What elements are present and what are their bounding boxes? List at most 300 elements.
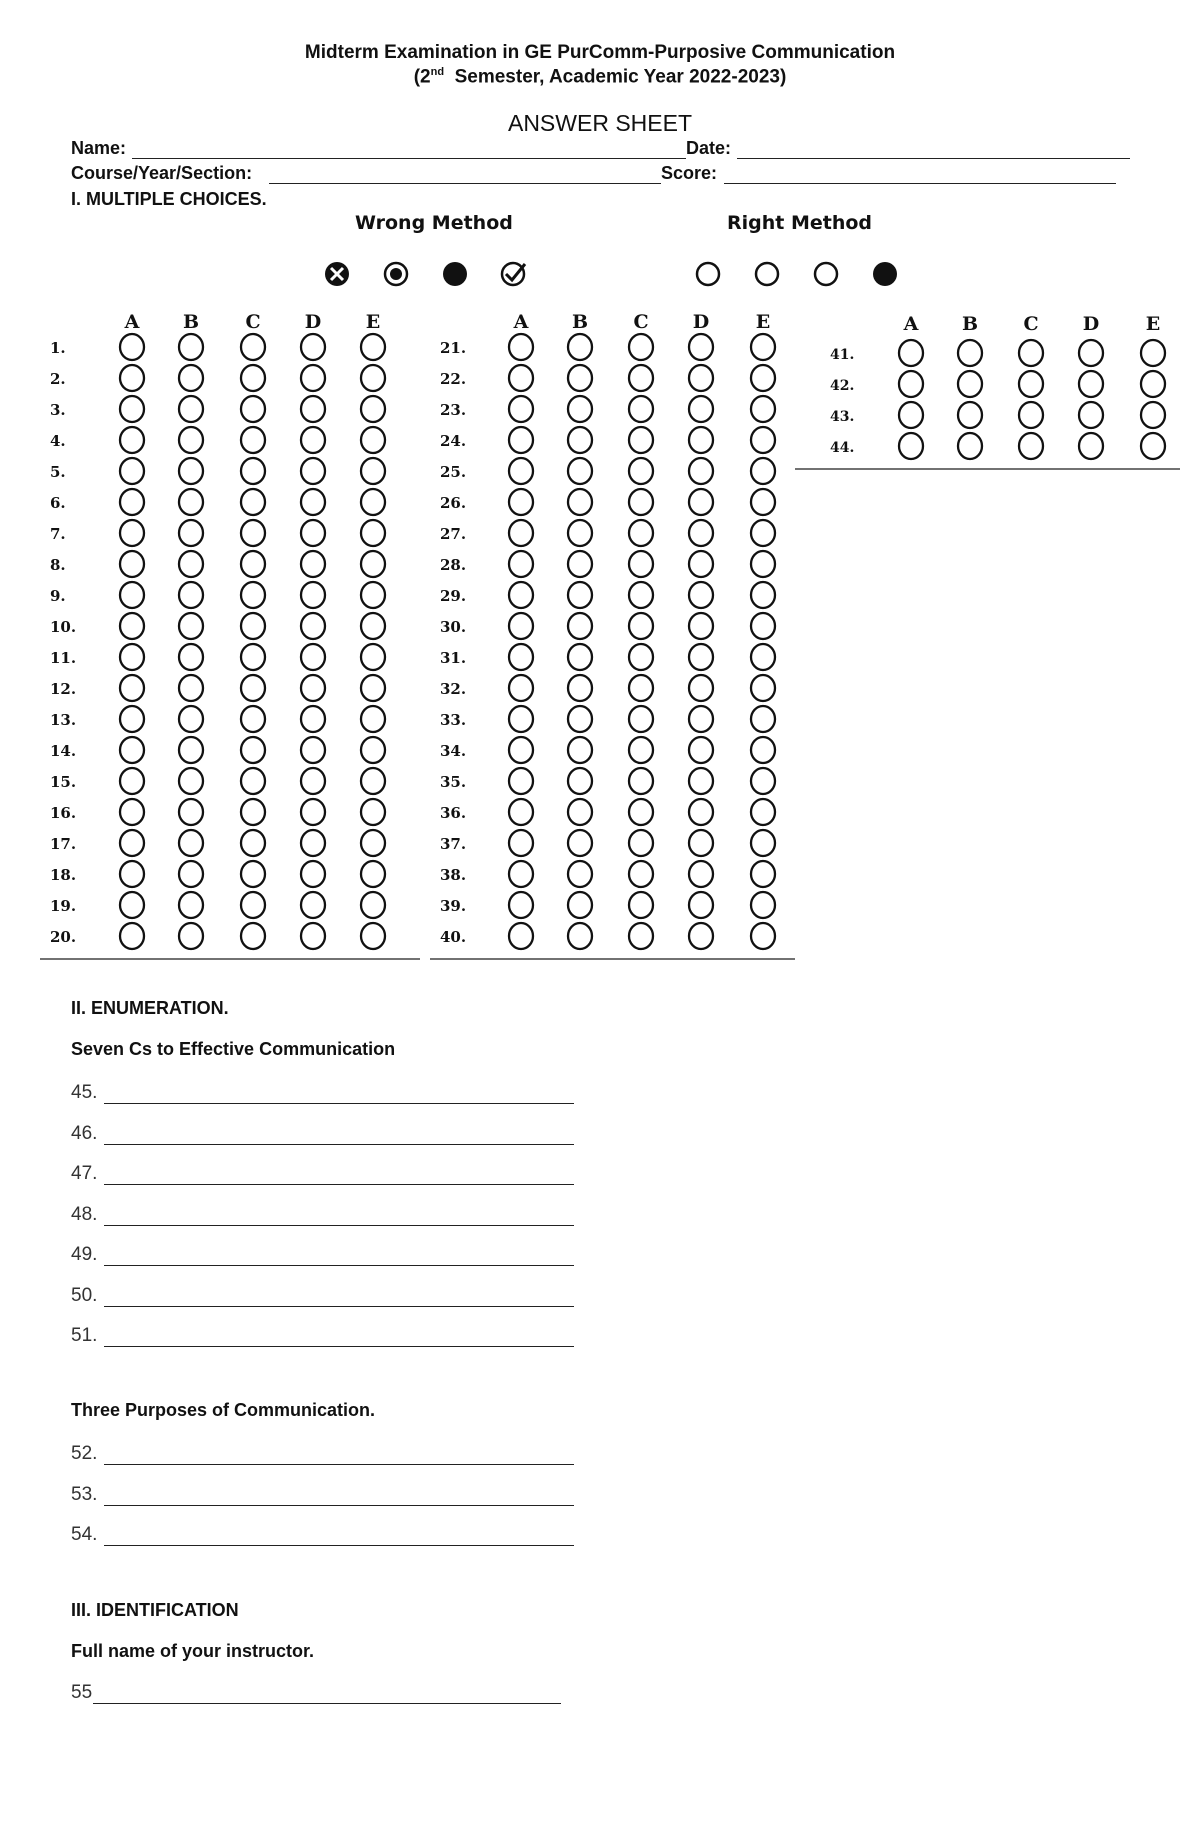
question-number: 43. xyxy=(830,409,855,425)
answer-bubble-34-c[interactable] xyxy=(629,737,653,763)
answer-bubble-12-b[interactable] xyxy=(179,675,203,701)
answer-bubble-25-d[interactable] xyxy=(689,458,713,484)
answer-bubble-36-a[interactable] xyxy=(509,799,533,825)
answer-bubble-37-d[interactable] xyxy=(689,830,713,856)
question-number: 33. xyxy=(440,711,467,729)
answer-bubble-9-a[interactable] xyxy=(120,582,144,608)
answer-bubble-19-d[interactable] xyxy=(301,892,325,918)
answer-bubble-10-a[interactable] xyxy=(120,613,144,639)
answer-bubble-7-a[interactable] xyxy=(120,520,144,546)
answer-bubble-6-d[interactable] xyxy=(301,489,325,515)
enumeration-answer-line[interactable] xyxy=(104,1265,574,1266)
answer-bubble-4-e[interactable] xyxy=(361,427,385,453)
answer-bubble-38-a[interactable] xyxy=(509,861,533,887)
question-number: 1. xyxy=(50,339,66,357)
answer-bubble-23-d[interactable] xyxy=(689,396,713,422)
answer-bubble-12-a[interactable] xyxy=(120,675,144,701)
question-number: 34. xyxy=(440,742,467,760)
answer-bubble-9-d[interactable] xyxy=(301,582,325,608)
answer-bubble-15-c[interactable] xyxy=(241,768,265,794)
enumeration-answer-line[interactable] xyxy=(104,1225,574,1226)
answer-bubble-43-e[interactable] xyxy=(1141,402,1165,428)
question-number: 42. xyxy=(830,378,855,394)
answer-bubble-18-a[interactable] xyxy=(120,861,144,887)
answer-bubble-11-e[interactable] xyxy=(361,644,385,670)
answer-bubble-42-b[interactable] xyxy=(958,371,982,397)
answer-bubble-43-c[interactable] xyxy=(1019,402,1043,428)
answer-bubble-15-d[interactable] xyxy=(301,768,325,794)
answer-bubble-27-c[interactable] xyxy=(629,520,653,546)
answer-bubble-13-e[interactable] xyxy=(361,706,385,732)
question-number: 18. xyxy=(50,866,77,884)
answer-bubble-43-a[interactable] xyxy=(899,402,923,428)
answer-bubble-40-e[interactable] xyxy=(751,923,775,949)
answer-bubble-35-a[interactable] xyxy=(509,768,533,794)
answer-bubble-31-b[interactable] xyxy=(568,644,592,670)
choice-header-d: D xyxy=(304,311,322,333)
answer-bubble-23-b[interactable] xyxy=(568,396,592,422)
answer-bubble-4-b[interactable] xyxy=(179,427,203,453)
answer-bubble-13-b[interactable] xyxy=(179,706,203,732)
answer-bubble-3-c[interactable] xyxy=(241,396,265,422)
answer-bubble-38-d[interactable] xyxy=(689,861,713,887)
answer-bubble-28-c[interactable] xyxy=(629,551,653,577)
answer-bubble-42-e[interactable] xyxy=(1141,371,1165,397)
answer-bubble-10-e[interactable] xyxy=(361,613,385,639)
answer-bubble-11-d[interactable] xyxy=(301,644,325,670)
answer-bubble-1-d[interactable] xyxy=(301,334,325,360)
question-number: 40. xyxy=(440,928,467,946)
answer-bubble-17-d[interactable] xyxy=(301,830,325,856)
answer-bubble-38-b[interactable] xyxy=(568,861,592,887)
answer-bubble-20-d[interactable] xyxy=(301,923,325,949)
answer-bubble-41-b[interactable] xyxy=(958,340,982,366)
choice-header-a: A xyxy=(124,311,140,333)
answer-bubble-8-c[interactable] xyxy=(241,551,265,577)
answer-bubble-25-b[interactable] xyxy=(568,458,592,484)
answer-bubble-44-d[interactable] xyxy=(1079,433,1103,459)
answer-bubble-41-c[interactable] xyxy=(1019,340,1043,366)
answer-bubble-37-c[interactable] xyxy=(629,830,653,856)
answer-bubble-35-b[interactable] xyxy=(568,768,592,794)
answer-bubble-31-e[interactable] xyxy=(751,644,775,670)
answer-bubble-23-a[interactable] xyxy=(509,396,533,422)
answer-bubble-7-c[interactable] xyxy=(241,520,265,546)
answer-bubble-9-b[interactable] xyxy=(179,582,203,608)
enumeration-item-number: 46. xyxy=(71,1122,98,1144)
answer-bubble-17-e[interactable] xyxy=(361,830,385,856)
answer-bubble-24-b[interactable] xyxy=(568,427,592,453)
choice-header-b: B xyxy=(571,311,589,333)
answer-bubble-30-d[interactable] xyxy=(689,613,713,639)
answer-bubble-42-c[interactable] xyxy=(1019,371,1043,397)
answer-bubble-3-b[interactable] xyxy=(179,396,203,422)
answer-bubble-7-e[interactable] xyxy=(361,520,385,546)
enumeration-item-number: 49. xyxy=(71,1244,98,1265)
answer-bubble-35-d[interactable] xyxy=(689,768,713,794)
answer-sheet-heading: ANSWER SHEET xyxy=(507,110,693,136)
answer-bubble-14-d[interactable] xyxy=(301,737,325,763)
bubble-grid xyxy=(0,290,1200,970)
dot-bubble-icon xyxy=(385,263,407,285)
question-number: 5. xyxy=(50,463,66,481)
answer-bubble-29-c[interactable] xyxy=(629,582,653,608)
answer-bubble-41-a[interactable] xyxy=(899,340,923,366)
answer-bubble-22-a[interactable] xyxy=(509,365,533,391)
enumeration-answer-line[interactable] xyxy=(104,1184,574,1185)
enumeration-answer-line[interactable] xyxy=(104,1545,574,1546)
semester-sup: nd xyxy=(430,66,445,78)
question-number: 19. xyxy=(50,897,77,915)
answer-bubble-4-d[interactable] xyxy=(301,427,325,453)
question-number: 27. xyxy=(440,525,467,543)
answer-bubble-36-d[interactable] xyxy=(689,799,713,825)
answer-bubble-25-e[interactable] xyxy=(751,458,775,484)
answer-bubble-38-c[interactable] xyxy=(629,861,653,887)
answer-bubble-36-c[interactable] xyxy=(629,799,653,825)
answer-bubble-5-e[interactable] xyxy=(361,458,385,484)
answer-bubble-21-e[interactable] xyxy=(751,334,775,360)
answer-bubble-30-a[interactable] xyxy=(509,613,533,639)
answer-bubble-40-c[interactable] xyxy=(629,923,653,949)
answer-bubble-21-b[interactable] xyxy=(568,334,592,360)
answer-bubble-30-c[interactable] xyxy=(629,613,653,639)
choice-header-e: E xyxy=(1145,313,1161,335)
answer-bubble-17-c[interactable] xyxy=(241,830,265,856)
question-number: 12. xyxy=(50,680,77,698)
answer-bubble-10-d[interactable] xyxy=(301,613,325,639)
answer-bubble-33-e[interactable] xyxy=(751,706,775,732)
answer-bubble-13-a[interactable] xyxy=(120,706,144,732)
question-number: 20. xyxy=(50,928,77,946)
answer-bubble-19-a[interactable] xyxy=(120,892,144,918)
mc-section-title: I. MULTIPLE CHOICES. xyxy=(71,189,267,209)
answer-bubble-31-a[interactable] xyxy=(509,644,533,670)
answer-bubble-14-e[interactable] xyxy=(361,737,385,763)
answer-bubble-40-a[interactable] xyxy=(509,923,533,949)
question-number: 41. xyxy=(830,347,855,363)
answer-bubble-32-a[interactable] xyxy=(509,675,533,701)
answer-bubble-24-d[interactable] xyxy=(689,427,713,453)
answer-bubble-28-b[interactable] xyxy=(568,551,592,577)
choice-header-e: E xyxy=(755,311,771,333)
answer-bubble-20-e[interactable] xyxy=(361,923,385,949)
enumeration-group2-title: Three Purposes of Communication. xyxy=(71,1400,376,1420)
answer-bubble-14-c[interactable] xyxy=(241,737,265,763)
answer-bubble-11-c[interactable] xyxy=(241,644,265,670)
answer-bubble-39-e[interactable] xyxy=(751,892,775,918)
answer-bubble-33-b[interactable] xyxy=(568,706,592,732)
answer-bubble-18-b[interactable] xyxy=(179,861,203,887)
question-number: 26. xyxy=(440,494,467,512)
answer-bubble-39-c[interactable] xyxy=(629,892,653,918)
answer-bubble-28-d[interactable] xyxy=(689,551,713,577)
answer-bubble-32-e[interactable] xyxy=(751,675,775,701)
question-number: 9. xyxy=(50,587,66,605)
answer-bubble-8-d[interactable] xyxy=(301,551,325,577)
answer-bubble-10-c[interactable] xyxy=(241,613,265,639)
answer-bubble-23-e[interactable] xyxy=(751,396,775,422)
semester-post: Semester, Academic Year 2022-2023) xyxy=(444,66,787,88)
answer-bubble-25-a[interactable] xyxy=(509,458,533,484)
answer-bubble-17-a[interactable] xyxy=(120,830,144,856)
answer-bubble-27-d[interactable] xyxy=(689,520,713,546)
answer-bubble-21-c[interactable] xyxy=(629,334,653,360)
method-examples xyxy=(0,0,1200,300)
answer-bubble-18-e[interactable] xyxy=(361,861,385,887)
question-number: 11. xyxy=(50,649,77,667)
answer-bubble-11-a[interactable] xyxy=(120,644,144,670)
choice-header-e: E xyxy=(365,311,381,333)
filled-bubble-icon xyxy=(443,262,467,286)
answer-bubble-1-a[interactable] xyxy=(120,334,144,360)
exam-title: Midterm Examination in GE PurComm-Purposive Communication xyxy=(304,42,896,63)
empty-bubble-icon xyxy=(697,263,719,285)
answer-bubble-27-a[interactable] xyxy=(509,520,533,546)
answer-bubble-29-e[interactable] xyxy=(751,582,775,608)
choice-header-d: D xyxy=(692,311,710,333)
answer-bubble-33-a[interactable] xyxy=(509,706,533,732)
answer-bubble-2-a[interactable] xyxy=(120,365,144,391)
answer-bubble-44-b[interactable] xyxy=(958,433,982,459)
question-number: 35. xyxy=(440,773,467,791)
enumeration-item-number: 45. xyxy=(71,1082,98,1103)
question-number: 22. xyxy=(440,370,467,388)
semester-pre: (2 xyxy=(413,66,431,88)
enumeration-answer-line[interactable] xyxy=(104,1103,574,1104)
answer-bubble-32-c[interactable] xyxy=(629,675,653,701)
answer-bubble-25-c[interactable] xyxy=(629,458,653,484)
answer-bubble-10-b[interactable] xyxy=(179,613,203,639)
answer-bubble-22-b[interactable] xyxy=(568,365,592,391)
enumeration-answer-line[interactable] xyxy=(104,1306,574,1307)
course-label: Course/Year/Section: xyxy=(71,163,253,183)
answer-bubble-2-d[interactable] xyxy=(301,365,325,391)
answer-bubble-26-b[interactable] xyxy=(568,489,592,515)
answer-bubble-35-c[interactable] xyxy=(629,768,653,794)
answer-bubble-2-e[interactable] xyxy=(361,365,385,391)
answer-bubble-23-c[interactable] xyxy=(629,396,653,422)
answer-bubble-29-a[interactable] xyxy=(509,582,533,608)
answer-bubble-39-d[interactable] xyxy=(689,892,713,918)
answer-bubble-12-e[interactable] xyxy=(361,675,385,701)
answer-bubble-14-a[interactable] xyxy=(120,737,144,763)
answer-bubble-34-b[interactable] xyxy=(568,737,592,763)
answer-bubble-22-e[interactable] xyxy=(751,365,775,391)
answer-bubble-5-a[interactable] xyxy=(120,458,144,484)
answer-bubble-4-c[interactable] xyxy=(241,427,265,453)
answer-bubble-26-d[interactable] xyxy=(689,489,713,515)
enumeration-item-number: 48. xyxy=(71,1203,98,1225)
answer-bubble-28-e[interactable] xyxy=(751,551,775,577)
enumeration-item-number: 51. xyxy=(71,1325,98,1346)
question-number: 24. xyxy=(440,432,467,450)
answer-bubble-40-b[interactable] xyxy=(568,923,592,949)
answer-bubble-21-d[interactable] xyxy=(689,334,713,360)
question-number: 17. xyxy=(50,835,77,853)
answer-bubble-5-b[interactable] xyxy=(179,458,203,484)
answer-bubble-4-a[interactable] xyxy=(120,427,144,453)
answer-bubble-6-b[interactable] xyxy=(179,489,203,515)
answer-bubble-43-b[interactable] xyxy=(958,402,982,428)
question-number: 28. xyxy=(440,556,467,574)
answer-bubble-26-e[interactable] xyxy=(751,489,775,515)
answer-bubble-32-b[interactable] xyxy=(568,675,592,701)
answer-bubble-3-e[interactable] xyxy=(361,396,385,422)
answer-bubble-5-d[interactable] xyxy=(301,458,325,484)
answer-bubble-16-b[interactable] xyxy=(179,799,203,825)
answer-bubble-15-b[interactable] xyxy=(179,768,203,794)
answer-bubble-3-d[interactable] xyxy=(301,396,325,422)
answer-bubble-2-c[interactable] xyxy=(241,365,265,391)
answer-bubble-1-b[interactable] xyxy=(179,334,203,360)
enumeration-title: II. ENUMERATION. xyxy=(71,998,229,1018)
answer-bubble-37-b[interactable] xyxy=(568,830,592,856)
question-number: 13. xyxy=(50,711,77,729)
answer-bubble-16-e[interactable] xyxy=(361,799,385,825)
answer-bubble-34-a[interactable] xyxy=(509,737,533,763)
answer-bubble-24-c[interactable] xyxy=(629,427,653,453)
answer-bubble-13-c[interactable] xyxy=(241,706,265,732)
answer-bubble-37-a[interactable] xyxy=(509,830,533,856)
score-label: Score: xyxy=(661,163,718,183)
answer-bubble-19-e[interactable] xyxy=(361,892,385,918)
answer-bubble-20-a[interactable] xyxy=(120,923,144,949)
answer-bubble-32-d[interactable] xyxy=(689,675,713,701)
answer-bubble-30-e[interactable] xyxy=(751,613,775,639)
question-number: 6. xyxy=(50,494,66,512)
answer-bubble-34-d[interactable] xyxy=(689,737,713,763)
choice-header-c: C xyxy=(245,311,261,333)
answer-bubble-22-d[interactable] xyxy=(689,365,713,391)
answer-bubble-12-d[interactable] xyxy=(301,675,325,701)
choice-header-b: B xyxy=(182,311,200,333)
answer-bubble-44-a[interactable] xyxy=(899,433,923,459)
answer-bubble-19-b[interactable] xyxy=(179,892,203,918)
answer-bubble-14-b[interactable] xyxy=(179,737,203,763)
answer-bubble-15-e[interactable] xyxy=(361,768,385,794)
question-number: 10. xyxy=(50,618,77,636)
empty-bubble-icon xyxy=(815,263,837,285)
answer-bubble-8-a[interactable] xyxy=(120,551,144,577)
choice-header-a: A xyxy=(903,313,919,335)
answer-bubble-31-d[interactable] xyxy=(689,644,713,670)
answer-bubble-40-d[interactable] xyxy=(689,923,713,949)
answer-bubble-39-b[interactable] xyxy=(568,892,592,918)
answer-bubble-8-b[interactable] xyxy=(179,551,203,577)
answer-bubble-8-e[interactable] xyxy=(361,551,385,577)
enumeration-answer-line[interactable] xyxy=(104,1505,574,1506)
answer-bubble-26-a[interactable] xyxy=(509,489,533,515)
answer-bubble-31-c[interactable] xyxy=(629,644,653,670)
answer-bubble-29-b[interactable] xyxy=(568,582,592,608)
answer-bubble-24-a[interactable] xyxy=(509,427,533,453)
answer-bubble-39-a[interactable] xyxy=(509,892,533,918)
answer-bubble-2-b[interactable] xyxy=(179,365,203,391)
answer-bubble-27-e[interactable] xyxy=(751,520,775,546)
identification-answer-line[interactable] xyxy=(93,1703,561,1704)
answer-bubble-1-e[interactable] xyxy=(361,334,385,360)
answer-bubble-36-e[interactable] xyxy=(751,799,775,825)
answer-bubble-16-d[interactable] xyxy=(301,799,325,825)
answer-bubble-44-c[interactable] xyxy=(1019,433,1043,459)
answer-bubble-42-d[interactable] xyxy=(1079,371,1103,397)
answer-bubble-35-e[interactable] xyxy=(751,768,775,794)
answer-bubble-18-d[interactable] xyxy=(301,861,325,887)
answer-bubble-36-b[interactable] xyxy=(568,799,592,825)
question-number: 38. xyxy=(440,866,467,884)
question-number: 37. xyxy=(440,835,467,853)
answer-bubble-42-a[interactable] xyxy=(899,371,923,397)
answer-bubble-21-a[interactable] xyxy=(509,334,533,360)
answer-bubble-34-e[interactable] xyxy=(751,737,775,763)
enumeration-item-number: 50. xyxy=(71,1284,98,1306)
choice-header-c: C xyxy=(633,311,649,333)
answer-bubble-6-e[interactable] xyxy=(361,489,385,515)
answer-bubble-7-b[interactable] xyxy=(179,520,203,546)
answer-bubble-41-d[interactable] xyxy=(1079,340,1103,366)
answer-bubble-1-c[interactable] xyxy=(241,334,265,360)
question-number: 29. xyxy=(440,587,467,605)
answer-bubble-27-b[interactable] xyxy=(568,520,592,546)
answer-bubble-44-e[interactable] xyxy=(1141,433,1165,459)
enumeration-item-number: 52. xyxy=(71,1443,98,1464)
question-number: 4. xyxy=(50,432,66,450)
answer-bubble-20-c[interactable] xyxy=(241,923,265,949)
answer-bubble-37-e[interactable] xyxy=(751,830,775,856)
answer-bubble-22-c[interactable] xyxy=(629,365,653,391)
question-number: 44. xyxy=(830,440,855,456)
question-number: 23. xyxy=(440,401,467,419)
answer-bubble-17-b[interactable] xyxy=(179,830,203,856)
answer-bubble-30-b[interactable] xyxy=(568,613,592,639)
enumeration-answer-line[interactable] xyxy=(104,1144,574,1145)
answer-bubble-24-e[interactable] xyxy=(751,427,775,453)
question-number: 32. xyxy=(440,680,467,698)
answer-bubble-41-e[interactable] xyxy=(1141,340,1165,366)
answer-bubble-6-c[interactable] xyxy=(241,489,265,515)
enumeration-item-number: 53. xyxy=(71,1483,98,1505)
answer-bubble-9-c[interactable] xyxy=(241,582,265,608)
answer-bubble-26-c[interactable] xyxy=(629,489,653,515)
enumeration-answer-line[interactable] xyxy=(104,1346,574,1347)
answer-bubble-6-a[interactable] xyxy=(120,489,144,515)
enumeration-answer-line[interactable] xyxy=(104,1464,574,1465)
answer-bubble-12-c[interactable] xyxy=(241,675,265,701)
answer-bubble-28-a[interactable] xyxy=(509,551,533,577)
answer-bubble-18-c[interactable] xyxy=(241,861,265,887)
answer-bubble-9-e[interactable] xyxy=(361,582,385,608)
answer-bubble-38-e[interactable] xyxy=(751,861,775,887)
answer-bubble-19-c[interactable] xyxy=(241,892,265,918)
answer-bubble-33-c[interactable] xyxy=(629,706,653,732)
answer-bubble-16-c[interactable] xyxy=(241,799,265,825)
answer-bubble-11-b[interactable] xyxy=(179,644,203,670)
answer-bubble-3-a[interactable] xyxy=(120,396,144,422)
answer-bubble-13-d[interactable] xyxy=(301,706,325,732)
choice-header-d: D xyxy=(1082,313,1100,335)
question-number: 25. xyxy=(440,463,467,481)
identification-prompt: Full name of your instructor. xyxy=(71,1641,315,1661)
answer-bubble-7-d[interactable] xyxy=(301,520,325,546)
answer-bubble-16-a[interactable] xyxy=(120,799,144,825)
answer-bubble-33-d[interactable] xyxy=(689,706,713,732)
answer-bubble-29-d[interactable] xyxy=(689,582,713,608)
answer-bubble-15-a[interactable] xyxy=(120,768,144,794)
answer-bubble-5-c[interactable] xyxy=(241,458,265,484)
answer-bubble-20-b[interactable] xyxy=(179,923,203,949)
answer-bubble-43-d[interactable] xyxy=(1079,402,1103,428)
